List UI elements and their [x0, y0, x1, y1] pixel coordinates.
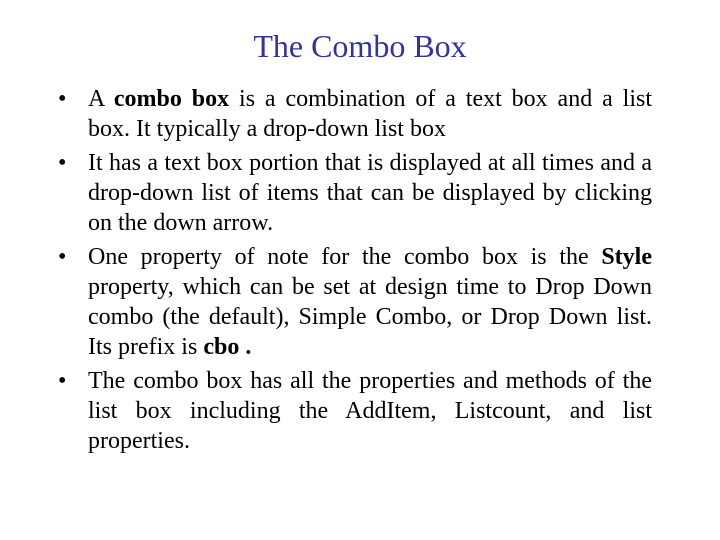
bullet-item-properties-methods — [58, 366, 652, 456]
bullet-text: is a combination of a text box and a list box. It typically a drop-down list box — [88, 86, 652, 142]
bullet-item-text-box-portion — [58, 148, 652, 238]
bold-term: Style — [601, 244, 652, 270]
bullet-text: One property of note for the combo box is the — [88, 244, 602, 270]
bullet-text: It has a text box portion that is displayed at all times and a drop-down list of items that can be displayed by clicking on the down arrow. — [88, 150, 652, 236]
bullet-text: The combo box has all the properties and methods of the list box including the AddItem, Listcount, and list properties. — [88, 368, 652, 454]
bold-term: cbo . — [203, 334, 252, 360]
bullet-icon: • — [58, 368, 67, 394]
bullet-item-combo-box-definition — [58, 84, 652, 144]
bullet-icon: • — [58, 150, 67, 176]
bullet-item-style-property — [58, 242, 652, 362]
bullet-list — [58, 84, 652, 460]
bullet-text: A — [88, 86, 114, 112]
bullet-icon: • — [58, 86, 67, 112]
bold-term: combo box — [113, 86, 230, 112]
slide-title: The Combo Box — [253, 28, 467, 64]
bullet-text: property, which can be set at design time to Drop Down combo (the default), Simple Combo, or Drop Down list. Its prefix is — [88, 274, 652, 360]
bullet-icon: • — [58, 244, 67, 270]
